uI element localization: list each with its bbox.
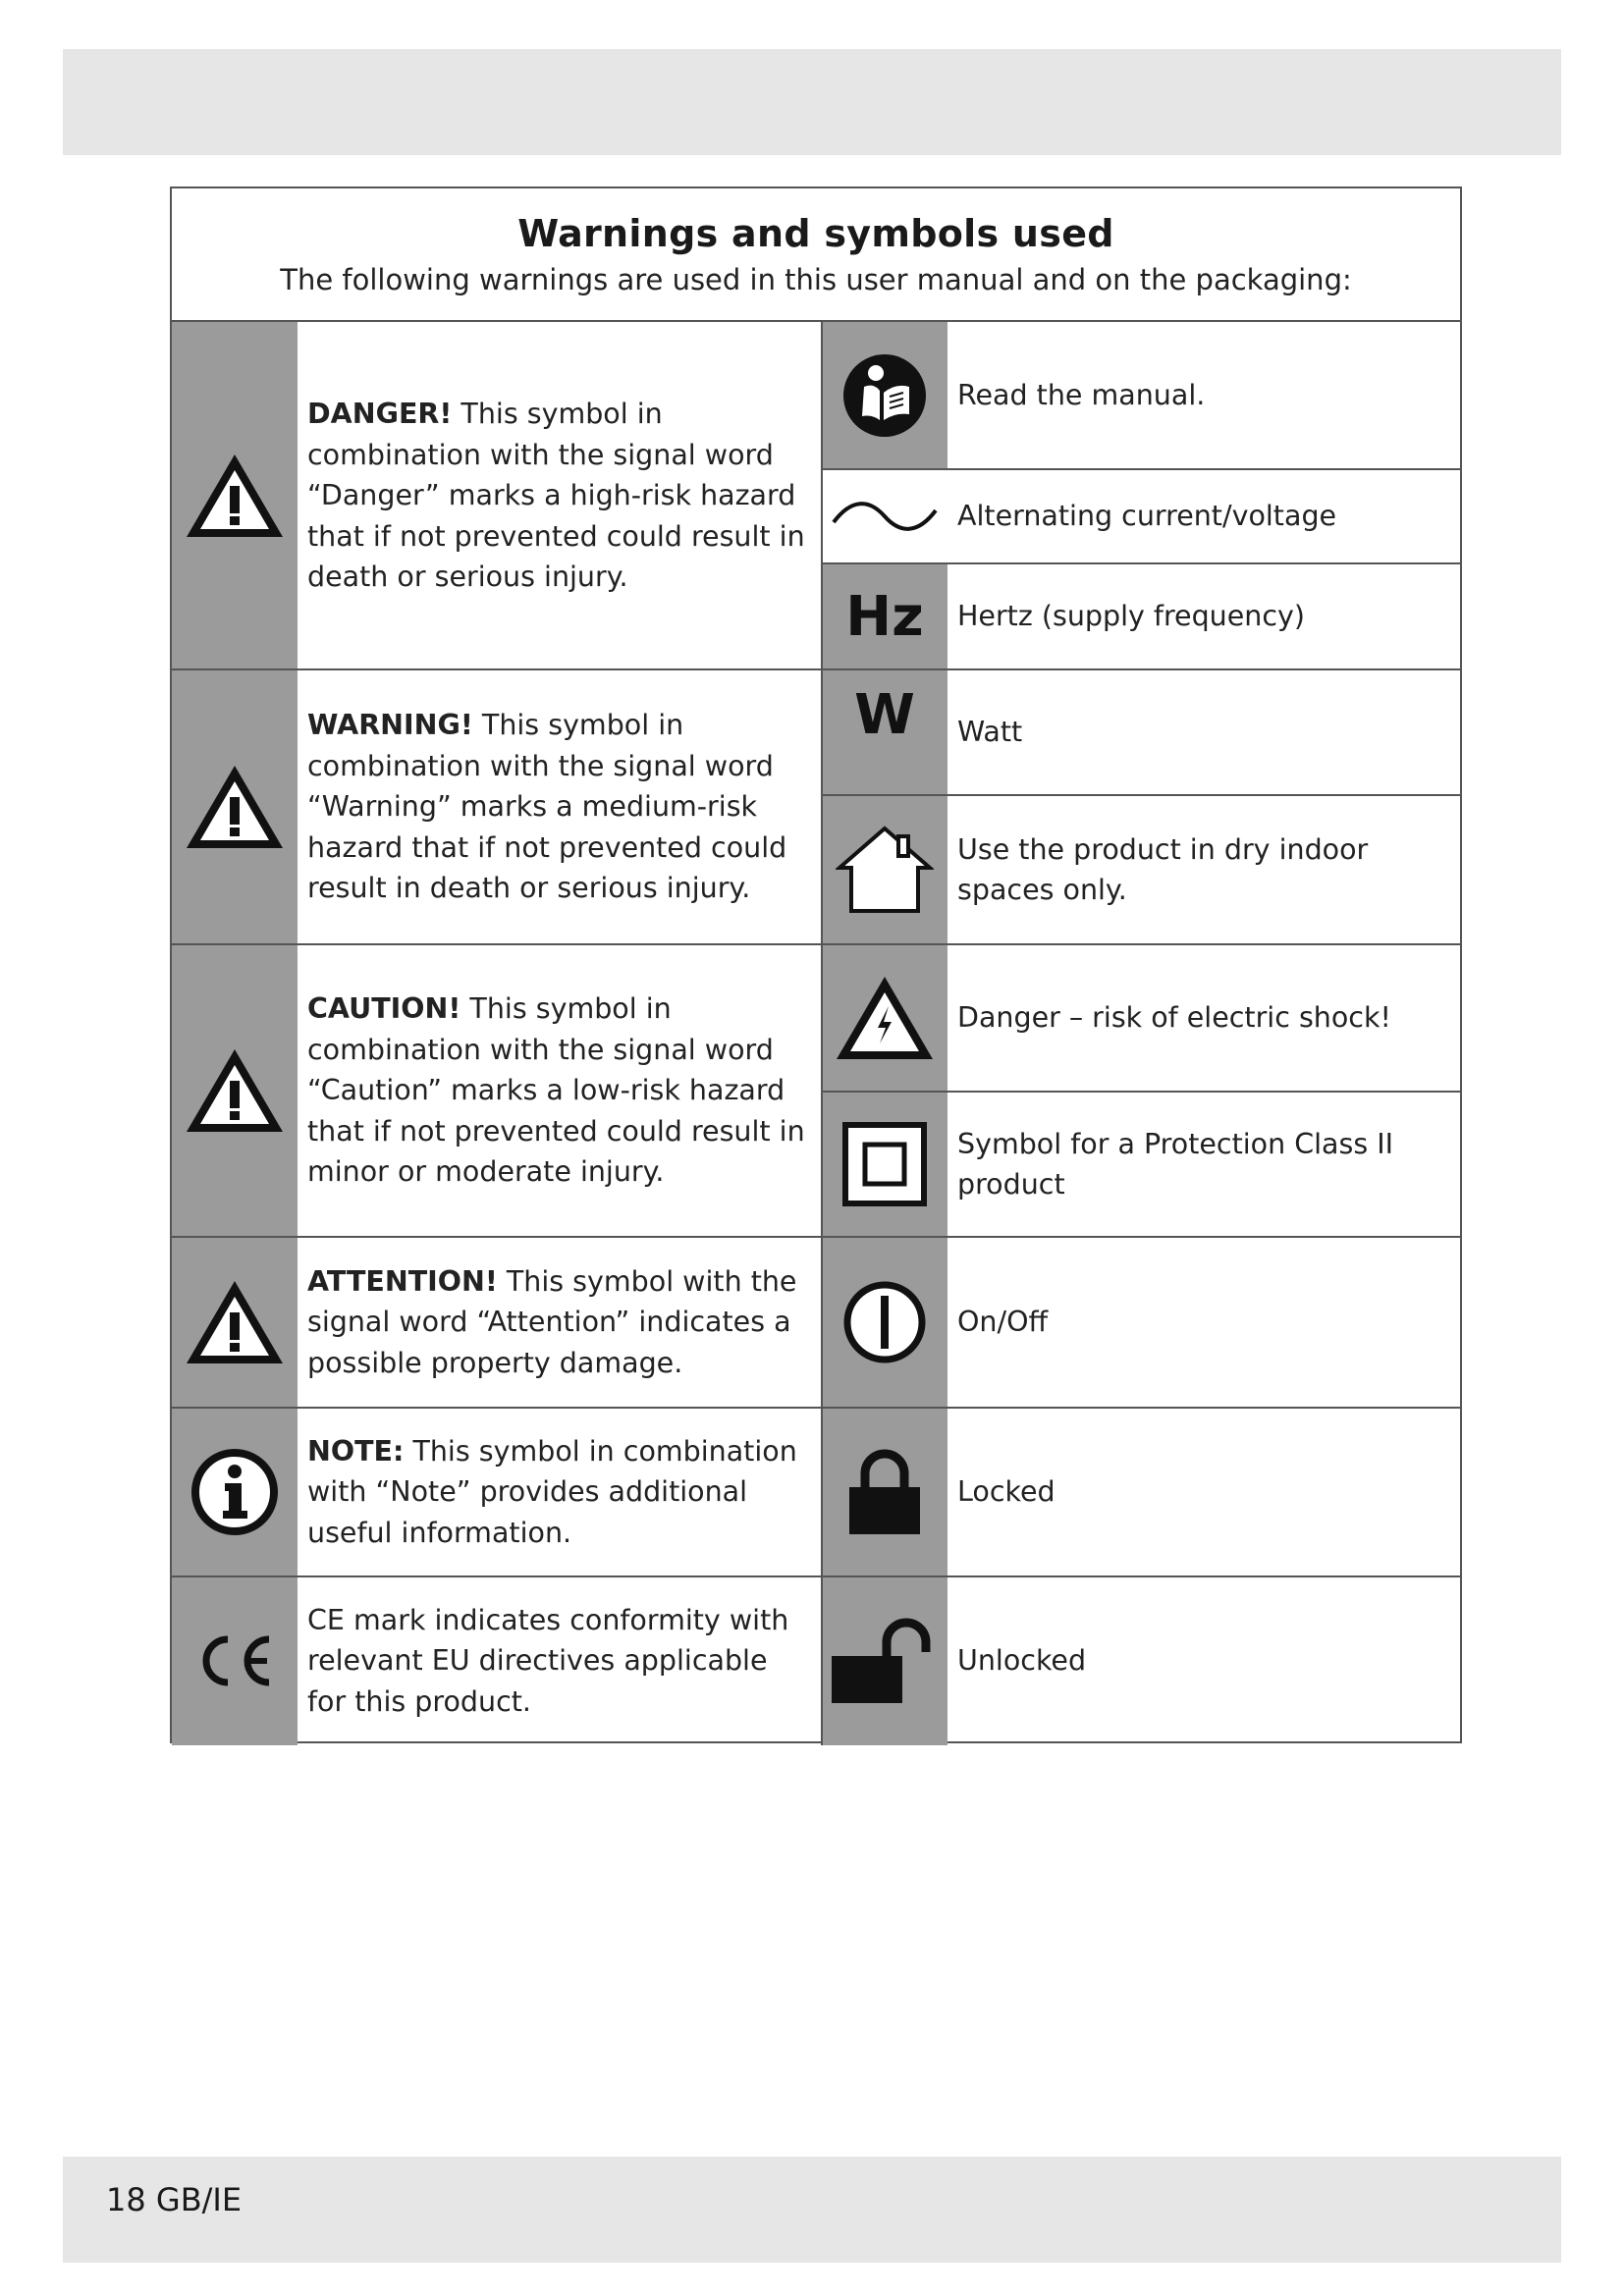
warnings-table <box>170 187 1462 1743</box>
ac-icon-cell <box>822 469 947 563</box>
attention-description: ATTENTION! This symbol with the signal word “Attention” indicates a possible property damage. <box>307 1264 797 1379</box>
header-band <box>63 49 1561 155</box>
read-manual-icon <box>840 351 929 440</box>
warning-triangle-icon <box>183 1277 287 1367</box>
hertz-description: Hertz (supply frequency) <box>957 600 1305 633</box>
page-number: 18 GB/IE <box>106 2181 243 2218</box>
table-header <box>172 188 1460 322</box>
info-icon <box>190 1448 279 1536</box>
row-divider <box>172 943 1462 945</box>
row-divider <box>822 1091 1462 1093</box>
unlocked-padlock-icon <box>830 1617 940 1705</box>
locked-icon-cell <box>822 1408 947 1576</box>
shock-icon-cell <box>822 944 947 1092</box>
shock-description: Danger – risk of electric shock! <box>957 1001 1391 1035</box>
row-divider <box>172 1407 1462 1409</box>
caution-icon-cell <box>172 944 298 1237</box>
protection-class-ii-icon <box>842 1122 927 1206</box>
danger-icon-cell <box>172 322 298 669</box>
row-divider <box>172 1236 1462 1238</box>
power-on-off-icon <box>840 1278 929 1366</box>
note-icon-cell <box>172 1408 298 1576</box>
column-divider <box>821 322 823 1745</box>
unlocked-description: Unlocked <box>957 1644 1087 1678</box>
on-off-description: On/Off <box>957 1306 1049 1339</box>
warning-description: WARNING! This symbol in combination with the signal word “Warning” marks a medium-risk hazard that if not prevented could result in death or serious injury. <box>307 709 787 905</box>
indoor-house-icon <box>836 825 934 915</box>
note-description: NOTE: This symbol in combination with “Note” provides additional useful information. <box>307 1434 797 1549</box>
locked-padlock-icon <box>845 1448 924 1536</box>
locked-description: Locked <box>957 1475 1056 1509</box>
ce-mark-icon <box>190 1631 279 1690</box>
watt-description: Watt <box>957 716 1023 749</box>
attention-icon-cell <box>172 1237 298 1408</box>
footer-band <box>63 2157 1561 2263</box>
ac-description: Alternating current/voltage <box>957 500 1337 533</box>
row-divider <box>822 794 1462 796</box>
hertz-icon-cell <box>822 563 947 669</box>
hertz-icon: Hz <box>845 584 924 649</box>
protection-class-description: Symbol for a Protection Class II product <box>957 1127 1394 1201</box>
unlocked-icon-cell <box>822 1576 947 1745</box>
watt-icon: W <box>854 682 915 747</box>
indoor-icon-cell <box>822 795 947 944</box>
page-subtitle: The following warnings are used in this user manual and on the packaging: <box>280 263 1352 296</box>
warning-triangle-icon <box>183 1045 287 1136</box>
read-manual-icon-cell <box>822 322 947 469</box>
electric-shock-icon <box>833 973 937 1063</box>
row-divider <box>172 1575 1462 1577</box>
protection-class-icon-cell <box>822 1092 947 1237</box>
warning-triangle-icon <box>183 451 287 541</box>
row-divider <box>822 468 1462 470</box>
on-off-icon-cell <box>822 1237 947 1408</box>
page-title: Warnings and symbols used <box>517 212 1114 255</box>
ce-description: CE mark indicates conformity with relevant EU directives applicable for this product. <box>307 1603 789 1718</box>
read-manual-description: Read the manual. <box>957 379 1206 412</box>
row-divider <box>822 562 1462 564</box>
row-divider <box>172 668 1462 670</box>
alternating-current-icon <box>830 497 940 536</box>
warning-icon-cell <box>172 669 298 944</box>
caution-description: CAUTION! This symbol in combination with the signal word “Caution” marks a low-risk hazard that if not prevented could result in minor or moderate injury. <box>307 992 805 1189</box>
indoor-description: Use the product in dry indoor spaces only. <box>957 832 1369 906</box>
ce-icon-cell <box>172 1576 298 1745</box>
danger-description: DANGER! This symbol in combination with the signal word “Danger” marks a high-risk hazard that if not prevented could result in death or serious injury. <box>307 398 805 594</box>
warning-triangle-icon <box>183 762 287 852</box>
watt-icon-cell <box>822 669 947 795</box>
